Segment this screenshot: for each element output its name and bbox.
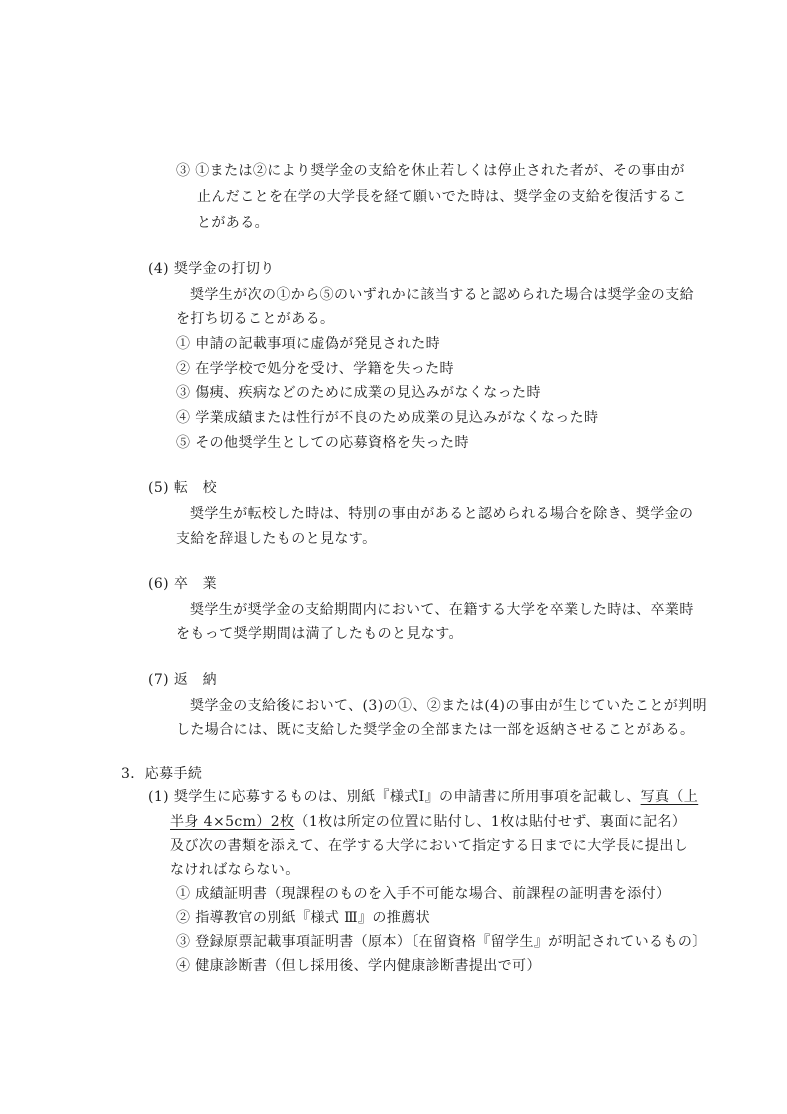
- p1-text: (1) 奨学生に応募するものは、別紙『様式Ⅰ』の申請書に所用事項を記載し、: [148, 789, 641, 805]
- item-text: ①または②により奨学金の支給を休止若しくは停止された者が、その事由が: [195, 163, 685, 179]
- section-5-heading: (5) 転 校: [148, 480, 218, 496]
- section-3-item-1: ① 成績証明書（現課程のものを入手不可能な場合、前課程の証明書を添付）: [176, 886, 671, 902]
- p1-text: （1枚は所定の位置に貼付し、1枚は貼付せず、裏面に記名）: [294, 814, 687, 830]
- photo-requirement-underlined: 半身 4×5cm）2枚: [170, 814, 295, 830]
- section-3-item-3: ③ 登録原票記載事項証明書（原本）〔在留資格『留学生』が明記されているもの〕: [176, 934, 707, 950]
- section-4-item-4: ④ 学業成績または性行が不良のため成業の見込みがなくなった時: [176, 410, 599, 426]
- section-3-p1-line-3: 及び次の書類を添えて、在学する大学において指定する日までに大学長に提出し: [170, 838, 689, 854]
- section-4-item-2: ② 在学学校で処分を受け、学籍を失った時: [176, 361, 454, 377]
- section-5-line-2: 支給を辞退したものと見なす。: [176, 531, 377, 547]
- section-4-heading: (4) 奨学金の打切り: [148, 261, 275, 277]
- section-6-line-2: をもって奨学期間は満了したものと見なす。: [176, 626, 463, 642]
- section-4-item-1: ① 申請の記載事項に虚偽が発見された時: [176, 336, 441, 352]
- section-3-p1-line-2: [170, 812, 686, 832]
- section-7-line-1: 奨学金の支給後において、(3)の①、②または(4)の事由が生じていたことが判明: [190, 698, 707, 714]
- section-7-heading: (7) 返 納: [148, 672, 218, 688]
- section-3-heading: 3．応募手続: [121, 766, 203, 782]
- section-3-item-4: ④ 健康診断書（但し採用後、学内健康診断書提出で可）: [176, 958, 541, 974]
- photo-requirement-underlined: 写真（上: [640, 789, 699, 805]
- section-5-line-1: 奨学生が転校した時は、特別の事由があると認められる場合を除き、奨学金の: [190, 506, 694, 522]
- section-4-item-5: ⑤ その他奨学生としての応募資格を失った時: [176, 435, 469, 451]
- section-4-intro-line-2: を打ち切ることがある。: [176, 311, 335, 327]
- section-4-item-3: ③ 傷痍、疾病などのために成業の見込みがなくなった時: [176, 385, 541, 401]
- section-7-line-2: した場合には、既に支給した奨学金の全部または一部を返納させることがある。: [176, 722, 695, 738]
- section-3-item-2: ② 指導教官の別紙『様式 Ⅲ』の推薦状: [176, 910, 431, 926]
- item-3-line-3: とがある。: [197, 215, 269, 231]
- section-6-line-1: 奨学生が奨学金の支給期間内において、在籍する大学を卒業した時は、卒業時: [190, 602, 694, 618]
- section-6-heading: (6) 卒 業: [148, 576, 218, 592]
- item-3-line-1: [176, 161, 685, 181]
- section-3-p1-line-4: なければならない。: [170, 862, 300, 878]
- item-3-line-2: 止んだことを在学の大学長を経て願いでた時は、奨学金の支給を復活するこ: [197, 189, 687, 205]
- section-4-intro-line-1: 奨学生が次の①から⑤のいずれかに該当すると認められた場合は奨学金の支給: [190, 287, 694, 303]
- section-3-p1-line-1: [148, 787, 698, 807]
- item-number: ③: [176, 163, 191, 179]
